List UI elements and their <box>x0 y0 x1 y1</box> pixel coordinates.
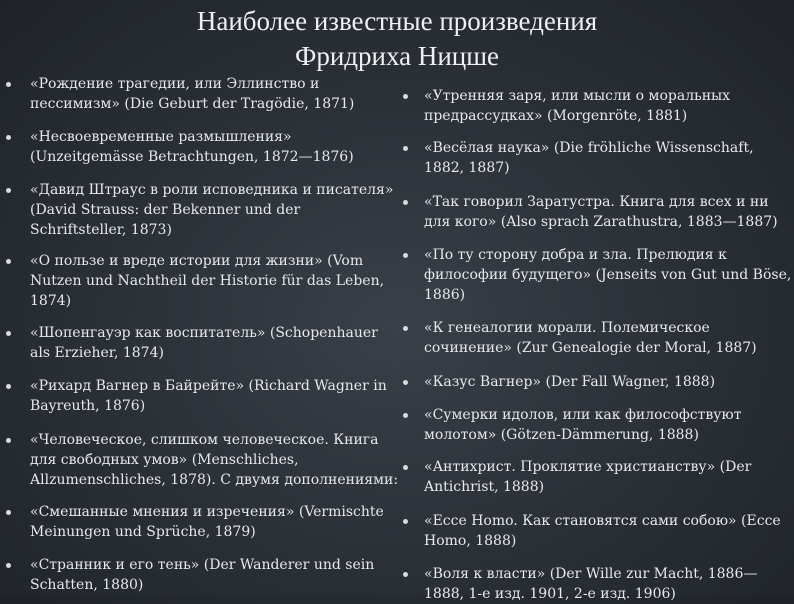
list-item <box>30 376 400 416</box>
list-item <box>424 138 794 178</box>
list-item-text: «Сумерки идолов, или как философствуют молотом» (Götzen-Dämmerung, 1888) <box>424 407 742 443</box>
list-item <box>424 405 794 445</box>
bullet-icon <box>6 563 11 568</box>
bullet-icon <box>6 82 11 87</box>
bullet-icon <box>6 331 11 336</box>
bullet-icon <box>6 135 11 140</box>
list-item-text: «Антихрист. Проклятие христианству» (Der Antichrist, 1888) <box>424 459 752 495</box>
list-item-text: «Весёлая наука» (Die fröhliche Wissenschaft, 1882, 1887) <box>424 140 754 176</box>
list-item-text: «По ту сторону добра и зла. Прелюдия к философии будущего» (Jenseits von Gut und Böse, 1886) <box>424 247 792 303</box>
bullet-icon <box>403 146 408 151</box>
list-item-text: «О пользе и вреде истории для жизни» (Vom Nutzen und Nachtheil der Historie für das Leben, 1874) <box>30 253 385 309</box>
list-item-text: «Так говорил Заратустра. Книга для всех и ни для кого» (Also sprach Zarathustra, 1883—1887) <box>424 194 778 230</box>
list-item-text: «Рождение трагедии, или Эллинство и пессимизм» (Die Geburt der Tragödie, 1871) <box>30 76 355 112</box>
list-item <box>424 192 794 232</box>
list-item-text: «Казус Вагнер» (Der Fall Wagner, 1888) <box>424 374 716 390</box>
bullet-icon <box>403 94 408 99</box>
list-item <box>30 502 400 542</box>
bullet-icon <box>6 188 11 193</box>
list-item <box>424 457 794 497</box>
bullet-icon <box>6 259 11 264</box>
list-item <box>424 372 794 392</box>
bullet-icon <box>403 380 408 385</box>
bullet-icon <box>403 253 408 258</box>
bullet-icon <box>403 326 408 331</box>
slide-title <box>0 4 794 74</box>
list-item <box>30 430 400 490</box>
slide-title-line-1: Наиболее известные произведения <box>196 6 598 36</box>
list-item-text: «Шопенгауэр как воспитатель» (Schopenhauer als Erzieher, 1874) <box>30 325 378 361</box>
list-item-text: «Смешанные мнения и изречения» (Vermischte Meinungen und Sprüche, 1879) <box>30 504 384 540</box>
list-item-text: «Человеческое, слишком человеческое. Книга для свободных умов» (Menschliches, Allzumenschliches, 1878). С двумя дополнениями: <box>30 432 399 488</box>
bullet-icon <box>6 438 11 443</box>
list-item <box>424 318 794 358</box>
list-item-text: «Странник и его тень» (Der Wanderer und sein Schatten, 1880) <box>30 557 375 593</box>
bullet-icon <box>403 200 408 205</box>
list-item <box>424 86 794 126</box>
list-item <box>30 180 400 240</box>
list-item <box>30 74 400 114</box>
list-item-text: «Рихард Вагнер в Байрейте» (Richard Wagner in Bayreuth, 1876) <box>30 378 387 414</box>
list-item-text: «Воля к власти» (Der Wille zur Macht, 1886—1888, 1-е изд. 1901, 2-е изд. 1906) <box>424 566 758 602</box>
list-item <box>30 251 400 311</box>
list-item-text: «Утренняя заря, или мысли о моральных предрассудках» (Morgenröte, 1881) <box>424 88 731 124</box>
list-item <box>30 127 400 167</box>
bullet-icon <box>6 510 11 515</box>
list-item <box>424 245 794 305</box>
list-item-text: «Ecce Homo. Как становятся сами собою» (Ecce Homo, 1888) <box>424 513 781 549</box>
bullet-icon <box>403 465 408 470</box>
list-item <box>30 555 400 595</box>
list-item <box>30 323 400 363</box>
list-item <box>424 511 794 551</box>
list-item <box>424 564 794 604</box>
list-item-text: «К генеалогии морали. Полемическое сочинение» (Zur Genealogie der Moral, 1887) <box>424 320 757 356</box>
bullet-icon <box>403 519 408 524</box>
bullet-icon <box>403 413 408 418</box>
list-item-text: «Давид Штраус в роли исповедника и писателя» (David Strauss: der Bekenner und der Schriftsteller, 1873) <box>30 182 394 238</box>
slide-title-line-2: Фридриха Ницше <box>294 41 500 71</box>
bullet-icon <box>6 384 11 389</box>
bullet-icon <box>403 572 408 577</box>
list-item-text: «Несвоевременные размышления» (Unzeitgemässe Betrachtungen, 1872—1876) <box>30 129 354 165</box>
